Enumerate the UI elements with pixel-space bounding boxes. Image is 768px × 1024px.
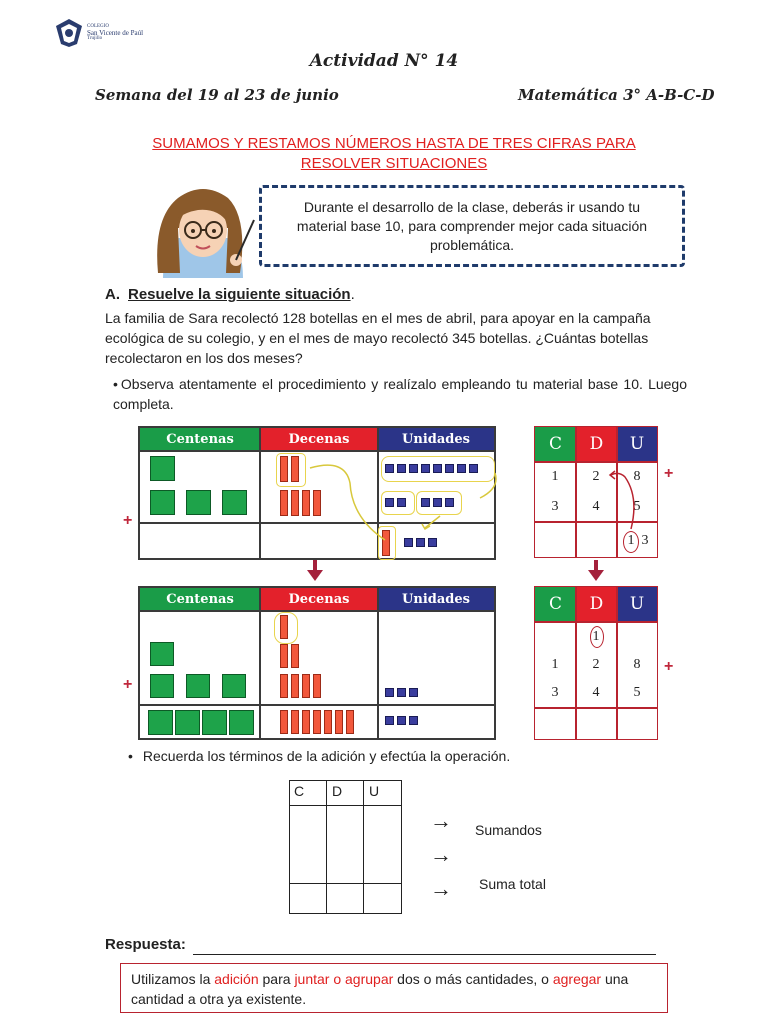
answer-label: Respuesta: [105,936,186,953]
down-arrow-icon [306,560,324,582]
unit-cube [409,688,418,697]
regroup-arrows [140,428,498,562]
lesson-heading-line2: RESOLVER SITUACIONES [300,155,488,172]
digit: 5 [633,499,641,514]
subject-label: Matemática 3° A-B-C-D [518,86,715,104]
carried-ten-outline [274,612,298,644]
ten-rod [291,644,299,668]
answer-line[interactable] [193,954,656,955]
header-decenas: Decenas [260,588,378,610]
cdu-header-u: U [617,587,657,621]
ten-rod [280,710,288,734]
conclusion-box [120,963,668,1013]
digit: 4 [592,499,600,514]
keyword-adicion: adición [214,971,259,987]
digit: 8 [633,469,641,484]
unit-cube [397,688,406,697]
addition-header-u: U [369,783,380,799]
plus-sign: + [123,676,133,693]
down-arrow-icon [587,560,605,582]
ten-rod [313,710,321,734]
conclusion-text: Utilizamos la [131,971,215,987]
instruction-text: Observa atentamente el procedimiento y realízalo empleando tu material base 10. Luego completa. [113,376,687,412]
hundred-flat [148,710,173,735]
ten-rod [346,710,354,734]
plus-sign: + [123,512,133,529]
arrow-right-icon: → [430,876,452,901]
week-label: Semana del 19 al 23 de junio [95,86,339,104]
plus-sign: + [664,658,674,675]
addition-header-d: D [332,783,343,799]
bullet-dot: • [128,748,133,764]
lesson-heading [120,134,668,174]
cdu-table-bottom [534,586,658,740]
hundred-flat [229,710,254,735]
keyword-juntar: juntar o agrupar [294,971,394,987]
unit-cube [385,716,394,725]
unit-cube [397,716,406,725]
ten-rod [324,710,332,734]
unit-cube [409,716,418,725]
unit-cube [385,688,394,697]
hundred-flat [150,642,174,666]
ten-rod [291,674,299,698]
lesson-heading-line1: SUMAMOS Y RESTAMOS NÚMEROS HASTA DE TRES CIFRAS PARA [152,135,636,152]
addition-instruction-text: Recuerda los términos de la adición y efectúa la operación. [142,748,511,764]
header-unidades: Unidades [378,428,494,450]
school-crest-icon [55,18,83,48]
logo-city: Trujillo [87,36,103,41]
section-letter: A. [105,286,120,303]
ten-rod [280,644,288,668]
cdu-header-c: C [535,587,576,621]
problem-statement: La familia de Sara recolectó 128 botellas en el mes de abril, para apoyar en la campaña ecológica de su colegio, y en el mes de mayo recolectó 345 botellas. ¿Cuántas botellas recolectaron en los dos meses? [105,310,651,366]
digit: 1 [551,657,559,672]
addition-table [289,780,402,914]
addition-header-c: C [294,783,305,799]
class-note: Durante el desarrollo de la clase, deberás ir usando tu material base 10, para comprender mejor cada situación problemática. [259,185,685,267]
carry-arrow [535,427,659,559]
cdu-header-u: U [617,427,657,461]
base10-table-top [138,426,496,560]
header-centenas: Centenas [140,428,260,450]
keyword-agregar: agregar [552,971,602,987]
carry-digit: 1 [592,629,600,644]
hundred-flat [175,710,200,735]
conclusion-text: dos o más cantidades, o [393,971,553,987]
hundred-flat [222,674,246,698]
digit: 1 [551,469,559,484]
digit: 3 [551,685,559,700]
header-unidades: Unidades [378,588,494,610]
carry-circle [590,626,604,648]
addition-instruction [128,748,510,764]
logo-small-text: COLEGIO [87,24,109,29]
arrow-right-icon: → [430,808,452,833]
section-title-period: . [350,286,355,303]
arrow-right-icon: → [430,842,452,867]
ten-rod [302,674,310,698]
digit: 4 [592,685,600,700]
ten-rod [280,674,288,698]
base10-table-bottom [138,586,496,740]
cdu-header-c: C [535,427,576,461]
school-logo [55,18,143,48]
result-units-digit: 3 [641,533,649,548]
instruction-bullet [113,374,687,414]
total-label: Suma total [479,876,546,892]
header-decenas: Decenas [260,428,378,450]
ten-rod [313,674,321,698]
conclusion-text: una cantidad a otra ya existente. [131,971,629,1007]
digit: 2 [592,469,600,484]
activity-title: Actividad N° 14 [309,51,459,71]
digit: 8 [633,657,641,672]
hundred-flat [150,674,174,698]
conclusion-text: para [258,971,295,987]
header-centenas: Centenas [140,588,260,610]
digit: 5 [633,685,641,700]
ten-rod [291,710,299,734]
ten-rod [335,710,343,734]
section-title: Resuelve la siguiente situación [128,286,351,303]
carry-digit: 1 [627,533,635,548]
digit: 2 [592,657,600,672]
bullet-dot: • [113,376,118,392]
cdu-header-d: D [576,587,617,621]
section-a-heading [105,286,355,303]
teacher-illustration [148,178,258,282]
ten-rod [302,710,310,734]
cdu-header-d: D [576,427,617,461]
cdu-table-top [534,426,658,558]
hundred-flat [186,674,210,698]
addends-label: Sumandos [475,822,542,838]
logo-school-name: San Vicente de Paúl [87,29,144,37]
plus-sign: + [664,465,674,482]
digit: 3 [551,499,559,514]
hundred-flat [202,710,227,735]
